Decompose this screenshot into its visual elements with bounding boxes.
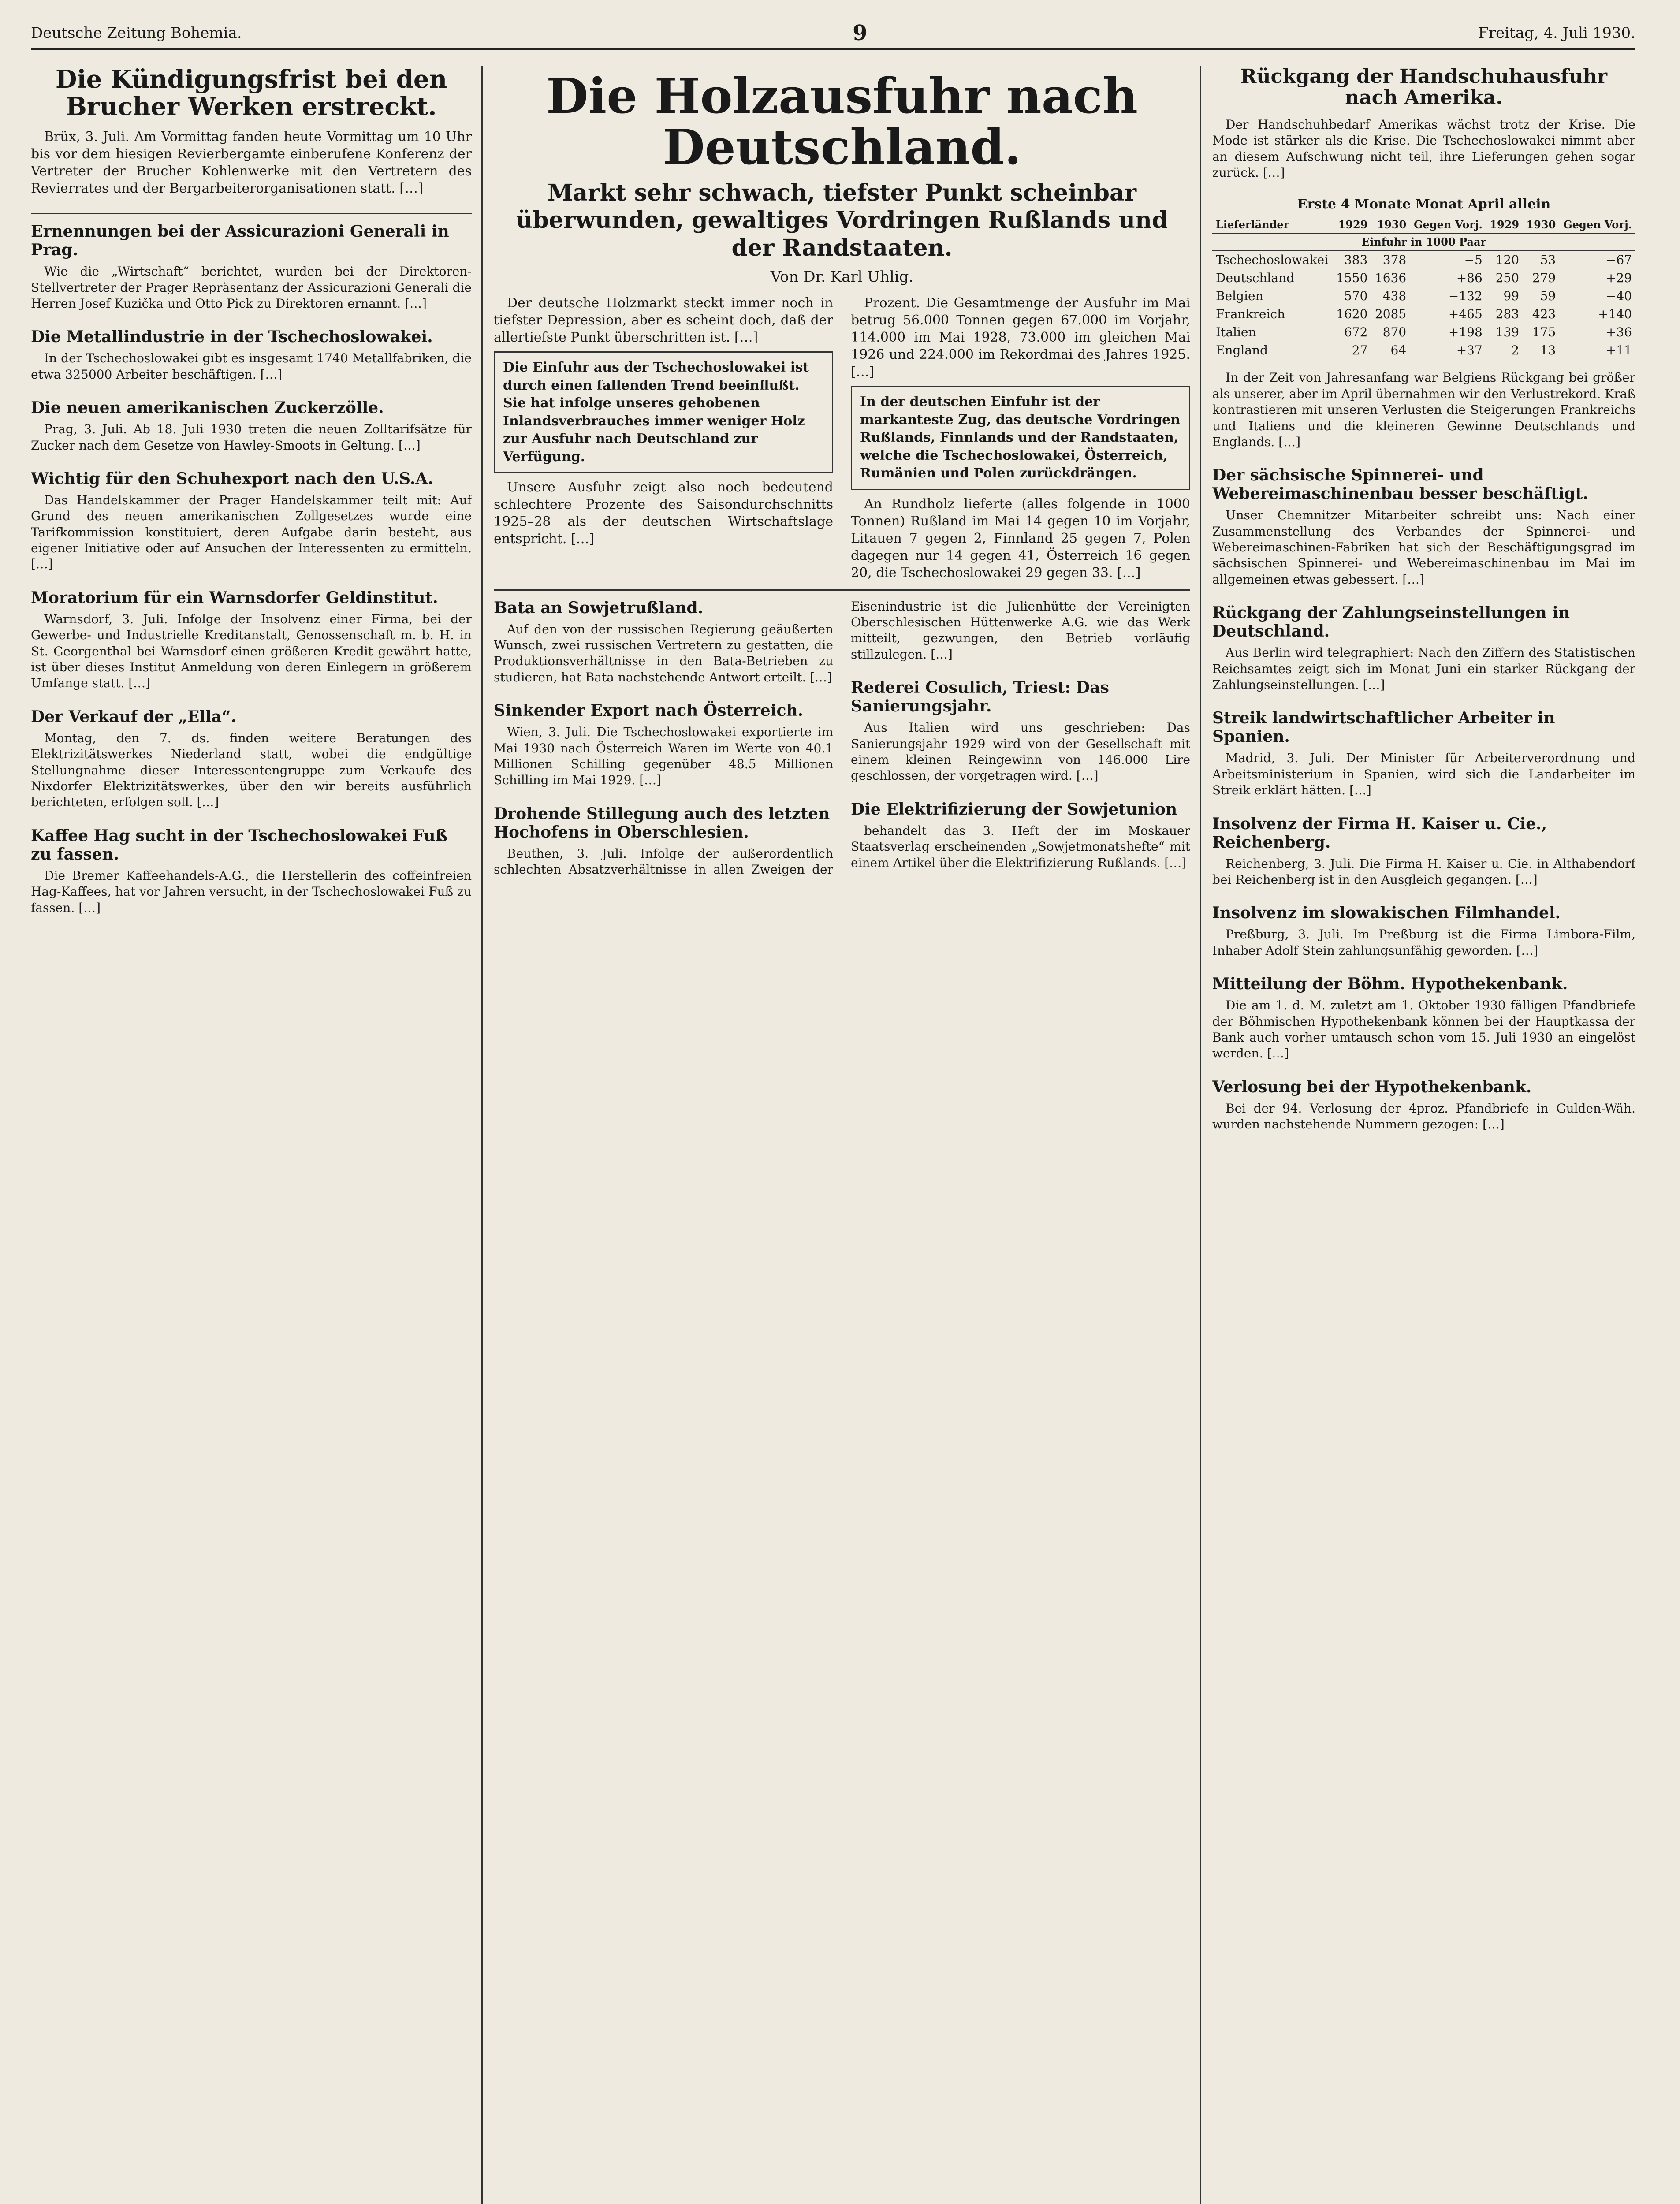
table-cell: −67 xyxy=(1605,253,1632,268)
article xyxy=(1212,370,1635,450)
table-cell: Deutschland xyxy=(1216,271,1294,286)
glove-export-table xyxy=(1212,216,1635,359)
article-title: Die Metallindustrie in der Tschechoslowakei. xyxy=(31,328,433,346)
table-cell: 64 xyxy=(1390,343,1407,358)
table-cell: −132 xyxy=(1448,289,1483,304)
table-cell: +465 xyxy=(1448,307,1483,322)
article-body: Prag, 3. Juli. Ab 18. Juli 1930 treten die neuen Zolltarifsätze für Zucker nach dem Gesetze von Hawley-Smoots in Geltung. […] xyxy=(31,422,472,453)
article xyxy=(31,826,472,916)
article xyxy=(31,66,472,197)
table-unit-row xyxy=(1212,233,1635,250)
table-cell: 175 xyxy=(1532,325,1556,340)
article-title: Mitteilung der Böhm. Hypothekenbank. xyxy=(1212,975,1568,994)
table-cell: +140 xyxy=(1598,307,1632,322)
table-cell: 383 xyxy=(1344,253,1368,268)
table-cell: Tschechoslowakei xyxy=(1216,253,1329,268)
table-row xyxy=(1212,323,1635,341)
article xyxy=(1212,709,1635,798)
article xyxy=(1212,815,1635,888)
article-body: In der Tschechoslowakei gibt es insgesamt 1740 Metallfabriken, die etwa 325000 Arbeiter beschäftigen. […] xyxy=(31,351,472,382)
article-body: Der Handschuhbedarf Amerikas wächst trotz der Krise. Die Mode ist stärker als die Krise. Die Tschechoslowakei nimmt aber an diesem Aufschwung nicht teil, ihre Lieferungen gehen sogar zurück. […] xyxy=(1212,117,1635,180)
article xyxy=(494,599,833,686)
article-title: Der sächsische Spinnerei- und Webereimaschinenbau besser beschäftigt. xyxy=(1212,466,1588,503)
article-title: Die Kündigungsfrist bei den Brucher Werken erstreckt. xyxy=(55,66,447,121)
table-caption: Erste 4 Monate Monat April allein xyxy=(1297,197,1551,212)
article xyxy=(31,398,472,454)
table-cell: Belgien xyxy=(1216,289,1263,304)
article-title: Moratorium für ein Warnsdorfer Geldinstitut. xyxy=(31,588,438,607)
table-cell: +198 xyxy=(1448,325,1483,340)
table-body xyxy=(1212,250,1635,359)
article xyxy=(1212,975,1635,1062)
middle-column xyxy=(494,66,1190,2204)
table-cell: Italien xyxy=(1216,325,1256,340)
table-cell: 378 xyxy=(1382,253,1407,268)
table-cell: 139 xyxy=(1495,325,1520,340)
article xyxy=(851,678,1190,784)
left-column xyxy=(31,66,472,2204)
article-title: Kaffee Hag sucht in der Tschechoslowakei Fuß zu fassen. xyxy=(31,826,447,864)
column-rule xyxy=(1200,66,1201,2204)
article-body: Das Handelskammer der Prager Handelskammer teilt mit: Auf Grund des neuen amerikanischen Zollgesetzes wurde eine Tarifkommission konstituiert, deren Aufgabe darin besteht, aus eigener Initiative oder auf Ansuchen der Interessenten zu ermitteln. […] xyxy=(31,492,472,572)
article-body: In der Zeit von Jahresanfang war Belgiens Rückgang bei größer als unserer, aber im April übernahmen wir den Verlustrekord. Kraß kontrastieren mit unseren Verlusten die Steigerungen Frankreichs und Italiens und die kleineren Gewinne Deutschlands und Englands. […] xyxy=(1212,370,1635,449)
article-body: Wien, 3. Juli. Die Tschechoslowakei exportierte im Mai 1930 nach Österreich Waren im Werte von 40.1 Millionen Schilling gegenüber 48.5 Millionen Schilling im Mai 1929. […] xyxy=(494,725,833,788)
article-body: Die am 1. d. M. zuletzt am 1. Oktober 1930 fälligen Pfandbriefe der Böhmischen Hypothekenbank können bei der Hauptkassa der Bank auch vorher umtausch schon vom 15. Juli 1930 an eingelöst werden. […] xyxy=(1212,998,1635,1061)
main-subheadline: Markt sehr schwach, tiefster Punkt scheinbar überwunden, gewaltiges Vordringen Rußlands und der Randstaaten. xyxy=(516,179,1168,261)
article-body: Bei der 94. Verlosung der 4proz. Pfandbriefe in Gulden-Wäh. wurden nachstehende Nummern gezogen: […] xyxy=(1212,1101,1635,1132)
table-cell: 1550 xyxy=(1336,271,1368,286)
table-header-cell: Gegen Vorj. xyxy=(1410,216,1486,233)
article-body: behandelt das 3. Heft der im Moskauer Staatsverlag erscheinenden „Sowjetmonatshefte“ mit einem Artikel über die Elektrifizierung Rußlands. […] xyxy=(851,823,1190,870)
article xyxy=(1212,904,1635,959)
table-row xyxy=(1212,287,1635,305)
paragraph: Unsere Ausfuhr zeigt also noch bedeutend schlechtere Prozente des Saisondurchschnitts 1925–28 als der deutschen Wirtschaftslage entspricht. […] xyxy=(494,480,833,547)
highlight-box: In der deutschen Einfuhr ist der markanteste Zug, das deutsche Vordringen Rußlands, Finnlands und der Randstaaten, welche die Tschechoslowakei, Österreich, Rumänien und Polen zurückdrängen. xyxy=(851,386,1190,490)
table-header-cell: 1930 xyxy=(1523,216,1559,233)
table-cell: 570 xyxy=(1344,289,1368,304)
table-cell: +36 xyxy=(1605,325,1632,340)
table-cell: 438 xyxy=(1382,289,1407,304)
article-title: Sinkender Export nach Österreich. xyxy=(494,701,804,720)
table-cell: 1636 xyxy=(1375,271,1407,286)
article-title: Rederei Cosulich, Triest: Das Sanierungsjahr. xyxy=(851,678,1109,716)
article xyxy=(851,800,1190,871)
article-body: Madrid, 3. Juli. Der Minister für Arbeiterverordnung und Arbeitsministerium in Spanien, wird sich die Landarbeiter im Streik erklärt hätten. […] xyxy=(1212,751,1635,798)
article xyxy=(1212,603,1635,693)
table-cell: Frankreich xyxy=(1216,307,1285,322)
article-title: Ernennungen bei der Assicurazioni Generali in Prag. xyxy=(31,222,449,260)
column-rule xyxy=(481,66,483,2204)
article-body: Wie die „Wirtschaft“ berichtet, wurden bei der Direktoren-Stellvertreter der Prager Repräsentanz der Assicurazioni Generali die Herren Josef Kuzička und Otto Pick zu Direktoren ernannt. […] xyxy=(31,264,472,311)
article-body: Die Bremer Kaffeehandels-A.G., die Herstellerin des coffeinfreien Hag-Kaffees, hat vor Jahren versucht, in der Tschechoslowakei Fuß zu fassen. […] xyxy=(31,868,472,915)
article xyxy=(31,328,472,383)
article-title: Streik landwirtschaftlicher Arbeiter in Spanien. xyxy=(1212,709,1555,746)
table-header-cell: 1930 xyxy=(1371,216,1410,233)
paragraph: An Rundholz lieferte (alles folgende in 1000 Tonnen) Rußland im Mai 14 gegen 10 im Vorjahr, Litauen 7 gegen 2, Finnland 25 gegen 7, Polen dagegen nur 14 gegen 41, Österreich 16 gegen 20, die Tschechoslowakei 29 gegen 33. […] xyxy=(851,496,1190,581)
article xyxy=(31,222,472,312)
running-head xyxy=(31,18,1635,50)
highlight-box: Die Einfuhr aus der Tschechoslowakei ist durch einen fallenden Trend beeinflußt. Sie hat infolge unseres gehobenen Inlandsverbrauches immer weniger Holz zur Ausfuhr nach Deutschland zur Verfügung. xyxy=(494,351,833,473)
article-title: Die neuen amerikanischen Zuckerzölle. xyxy=(31,398,384,417)
article-body: Unser Chemnitzer Mitarbeiter schreibt uns: Nach einer Zusammenstellung des Verbandes der Spinnerei- und Webereimaschinen-Fabriken hat sich der Beschäftigungsgrad im sächsischen Spinnerei- und Webereimaschinenbau im Mai im allgemeinen etwas gebessert. […] xyxy=(1212,508,1635,587)
table-cell: 279 xyxy=(1532,271,1556,286)
issue-date: Freitag, 4. Juli 1930. xyxy=(1478,24,1635,42)
article-title: Rückgang der Zahlungseinstellungen in Deutschland. xyxy=(1212,603,1570,641)
article-title: Insolvenz der Firma H. Kaiser u. Cie., Reichenberg. xyxy=(1212,814,1547,852)
table-row xyxy=(1212,305,1635,323)
divider xyxy=(494,589,1190,591)
table-cell: 2 xyxy=(1511,343,1520,358)
article-body: Aus Berlin wird telegraphiert: Nach den Ziffern des Statistischen Reichsamtes zeigt sich im Monat Juni ein starker Rückgang der Zahlungseinstellungen. […] xyxy=(1212,645,1635,692)
main-headline: Die Holzausfuhr nach Deutschland. xyxy=(546,67,1138,175)
article xyxy=(1212,66,1635,181)
divider xyxy=(31,213,472,214)
table-row xyxy=(1212,269,1635,287)
table-header-cell: 1929 xyxy=(1486,216,1523,233)
paper-name: Deutsche Zeitung Bohemia. xyxy=(31,24,242,42)
table-unit-caption: Einfuhr in 1000 Paar xyxy=(1212,233,1635,250)
table-header-cell: Gegen Vorj. xyxy=(1559,216,1635,233)
article-title: Rückgang der Handschuhausfuhr nach Amerika. xyxy=(1240,66,1608,109)
article-body: Beuthen, 3. Juli. Infolge der außerordentlich schlechten Absatzverhältnisse in allen Zweigen der Eisenindustrie ist die Julienhütte der Vereinigten Oberschlesischen Hüttenwerke A.G. wie das Werk mitteilt, gezwungen, den Betrieb vorläufig stillzulegen. […] xyxy=(494,599,1190,877)
table-cell: 13 xyxy=(1540,343,1556,358)
table-cell: −40 xyxy=(1605,289,1632,304)
table-cell: 672 xyxy=(1344,325,1368,340)
article-title: Drohende Stillegung auch des letzten Hochofens in Oberschlesien. xyxy=(494,804,830,841)
table-cell: +29 xyxy=(1605,271,1632,286)
article-body: Reichenberg, 3. Juli. Die Firma H. Kaiser u. Cie. in Althabendorf bei Reichenberg ist in den Ausgleich gegangen. […] xyxy=(1212,856,1635,887)
table-cell: 870 xyxy=(1382,325,1407,340)
table-cell: 120 xyxy=(1495,253,1520,268)
table-row xyxy=(1212,250,1635,269)
article-body: Preßburg, 3. Juli. Im Preßburg ist die Firma Limbora-Film, Inhaber Adolf Stein zahlungsunfähig geworden. […] xyxy=(1212,927,1635,958)
lower-articles xyxy=(494,599,1190,882)
article-body: Brüx, 3. Juli. Am Vormittag fanden heute Vormittag um 10 Uhr bis vor dem hiesigen Revierbergamte einberufene Konferenz der Vertreter der Brucher Kohlenwerke mit den Vertretern des Revierrates und der Bergarbeiterorganisationen statt. […] xyxy=(31,129,472,197)
article-body: Aus Italien wird uns geschrieben: Das Sanierungsjahr 1929 wird von der Gesellschaft mit einem kleinen Reingewinn von 146.000 Lire geschlossen, der vorgetragen wird. […] xyxy=(851,720,1190,783)
page-number: 9 xyxy=(853,21,868,45)
table-cell: 59 xyxy=(1540,289,1556,304)
article xyxy=(31,588,472,692)
article-body: Warnsdorf, 3. Juli. Infolge der Insolvenz einer Firma, bei der Gewerbe- und Industrielle Kreditanstalt, Genossenschaft m. b. H. in St. Georgenthal bei Warnsdorf einen größeren Kredit gewährt hatte, ist über dieses Institut Anmeldung von deren Einlegern in größerem Umfange statt. […] xyxy=(31,611,472,691)
table-cell: 27 xyxy=(1352,343,1368,358)
article xyxy=(1212,466,1635,588)
article-title: Die Elektrifizierung der Sowjetunion xyxy=(851,800,1177,819)
newspaper-page xyxy=(31,18,1635,2204)
byline: Von Dr. Karl Uhlig. xyxy=(770,268,914,286)
table-header-cell: Lieferländer xyxy=(1212,216,1333,233)
table-cell: −5 xyxy=(1464,253,1483,268)
article-body: Montag, den 7. ds. finden weitere Beratungen des Elektrizitätswerkes Niederland statt, wobei die endgültige Stellungnahme dieser Interessentengruppe zum Verkaufe des Nixdorfer Elektrizitätswerkes, über den wir bereits ausführlich berichteten, erfolgen soll. […] xyxy=(31,730,472,810)
table-header-row xyxy=(1212,216,1635,233)
table-cell: 423 xyxy=(1532,307,1556,322)
article-title: Verlosung bei der Hypothekenbank. xyxy=(1212,1077,1532,1096)
article-title: Der Verkauf der „Ella“. xyxy=(31,707,237,726)
paragraph: Der deutsche Holzmarkt steckt immer noch in tiefster Depression, aber es scheint doch, daß der allertiefste Punkt überschritten ist. […] xyxy=(494,295,833,346)
article-title: Insolvenz im slowakischen Filmhandel. xyxy=(1212,904,1561,923)
table-cell: 53 xyxy=(1540,253,1556,268)
article xyxy=(31,469,472,573)
table-cell: 250 xyxy=(1495,271,1520,286)
article xyxy=(31,707,472,811)
table-cell: +11 xyxy=(1605,343,1632,358)
table-cell: 99 xyxy=(1503,289,1520,304)
main-article-body xyxy=(494,294,1190,581)
paragraph: Prozent. Die Gesamtmenge der Ausfuhr im Mai betrug 56.000 Tonnen gegen 67.000 im Vorjahr, 114.000 im Mai 1928, 73.000 im gleichen Mai 1926 und 224.000 im Rekordmai des Jahres 1925. […] xyxy=(851,295,1190,380)
table-row xyxy=(1212,341,1635,359)
article-title: Bata an Sowjetrußland. xyxy=(494,598,704,617)
table-cell: 1620 xyxy=(1336,307,1368,322)
article xyxy=(494,701,833,789)
article-body: Auf den von der russischen Regierung geäußerten Wunsch, zwei russischen Vertretern zu gestatten, die Produktionsverhältnisse in den Bata-Betrieben zu studieren, hat Bata nachstehende Antwort erteilt. […] xyxy=(494,622,833,685)
article-title: Wichtig für den Schuhexport nach den U.S.A. xyxy=(31,469,433,488)
article xyxy=(1212,1078,1635,1133)
table-cell: +86 xyxy=(1456,271,1483,286)
right-column xyxy=(1212,66,1635,2204)
table-header-cell: 1929 xyxy=(1333,216,1371,233)
table-cell: 283 xyxy=(1495,307,1520,322)
table-cell: England xyxy=(1216,343,1268,358)
table-cell: 2085 xyxy=(1375,307,1407,322)
table-cell: +37 xyxy=(1456,343,1483,358)
